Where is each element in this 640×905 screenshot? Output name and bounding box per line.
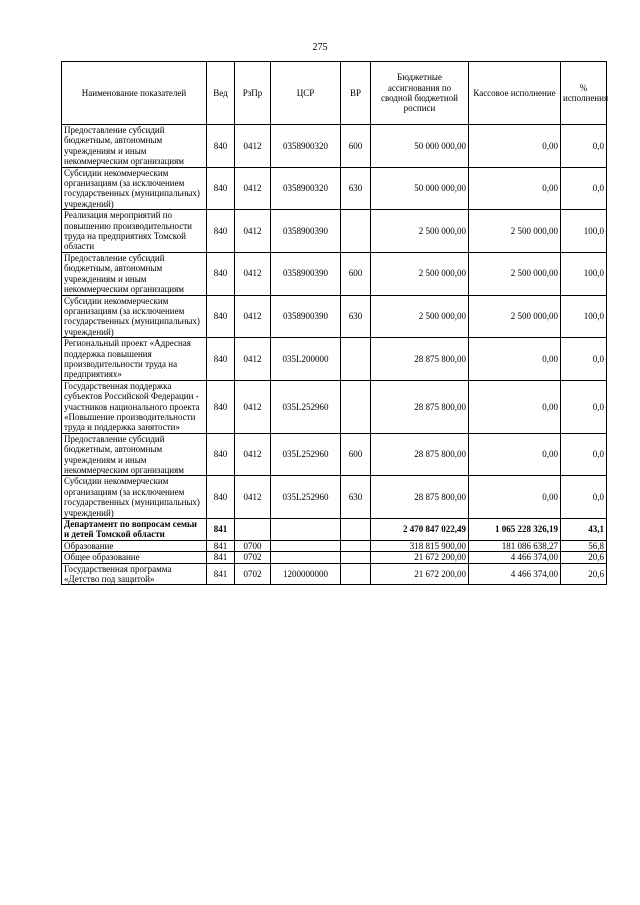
- cell-csr: 0358900390: [271, 210, 341, 253]
- cell-csr: [271, 519, 341, 541]
- cell-ved: 840: [207, 295, 235, 338]
- cell-rzpr: 0412: [235, 433, 271, 476]
- cell-percent: 0,0: [561, 338, 607, 381]
- cell-ved: 840: [207, 380, 235, 433]
- cell-ved: 841: [207, 552, 235, 563]
- cell-cash: 0,00: [469, 125, 561, 168]
- table-row: [62, 380, 607, 433]
- cell-vr: 600: [341, 125, 371, 168]
- table-row: [62, 252, 607, 295]
- cell-name: Реализация мероприятий по повышению производительности труда на предприятиях Томской области: [62, 210, 207, 253]
- cell-percent: 100,0: [561, 210, 607, 253]
- cell-csr: 0358900320: [271, 125, 341, 168]
- cell-cash: 2 500 000,00: [469, 295, 561, 338]
- cell-vr: 600: [341, 433, 371, 476]
- cell-rzpr: 0412: [235, 338, 271, 381]
- cell-rzpr: 0412: [235, 167, 271, 210]
- cell-ved: 841: [207, 519, 235, 541]
- cell-ved: 840: [207, 476, 235, 519]
- cell-vr: [341, 210, 371, 253]
- cell-ved: 840: [207, 338, 235, 381]
- page-number: 275: [312, 42, 328, 53]
- cell-csr: [271, 540, 341, 551]
- header-budget: Бюджетные ассигнования по сводной бюджетной росписи: [371, 62, 469, 125]
- cell-name: Субсидии некоммерческим организациям (за исключением государственных (муниципальных) учреждений): [62, 476, 207, 519]
- header-csr: ЦСР: [271, 62, 341, 125]
- cell-name: Общее образование: [62, 552, 207, 563]
- cell-rzpr: 0412: [235, 252, 271, 295]
- cell-budget: 2 470 847 022,49: [371, 519, 469, 541]
- cell-cash: 4 466 374,00: [469, 552, 561, 563]
- cell-csr: 035L252960: [271, 380, 341, 433]
- cell-csr: 1200000000: [271, 563, 341, 585]
- cell-percent: 0,0: [561, 433, 607, 476]
- cell-name: Предоставление субсидий бюджетным, автономным учреждениям и иным некоммерческим организациям: [62, 125, 207, 168]
- cell-vr: [341, 380, 371, 433]
- cell-ved: 841: [207, 540, 235, 551]
- cell-vr: [341, 338, 371, 381]
- table-row: [62, 338, 607, 381]
- header-cash: Кассовое исполнение: [469, 62, 561, 125]
- table-body: [62, 125, 607, 585]
- cell-name: Субсидии некоммерческим организациям (за исключением государственных (муниципальных) учреждений): [62, 167, 207, 210]
- cell-ved: 840: [207, 210, 235, 253]
- cell-rzpr: 0412: [235, 125, 271, 168]
- cell-cash: 0,00: [469, 380, 561, 433]
- cell-rzpr: 0700: [235, 540, 271, 551]
- cell-percent: 43,1: [561, 519, 607, 541]
- cell-name: Государственная программа «Детство под защитой»: [62, 563, 207, 585]
- cell-name: Субсидии некоммерческим организациям (за исключением государственных (муниципальных) учреждений): [62, 295, 207, 338]
- table-row: [62, 540, 607, 551]
- cell-cash: 0,00: [469, 433, 561, 476]
- table-row: [62, 210, 607, 253]
- table-row: [62, 433, 607, 476]
- cell-budget: 28 875 800,00: [371, 338, 469, 381]
- cell-name: Региональный проект «Адресная поддержка повышения производительности труда на предприятиях»: [62, 338, 207, 381]
- cell-csr: [271, 552, 341, 563]
- cell-csr: 035L252960: [271, 476, 341, 519]
- cell-csr: 035L252960: [271, 433, 341, 476]
- cell-csr: 0358900390: [271, 252, 341, 295]
- cell-rzpr: 0702: [235, 552, 271, 563]
- cell-budget: 50 000 000,00: [371, 167, 469, 210]
- cell-budget: 50 000 000,00: [371, 125, 469, 168]
- cell-cash: 0,00: [469, 338, 561, 381]
- cell-rzpr: 0702: [235, 563, 271, 585]
- cell-ved: 840: [207, 167, 235, 210]
- cell-vr: 630: [341, 476, 371, 519]
- cell-percent: 0,0: [561, 167, 607, 210]
- table-row: [62, 167, 607, 210]
- cell-budget: 21 672 200,00: [371, 563, 469, 585]
- cell-cash: 2 500 000,00: [469, 210, 561, 253]
- cell-budget: 2 500 000,00: [371, 295, 469, 338]
- cell-vr: [341, 552, 371, 563]
- cell-budget: 28 875 800,00: [371, 476, 469, 519]
- cell-percent: 100,0: [561, 295, 607, 338]
- cell-rzpr: 0412: [235, 295, 271, 338]
- cell-rzpr: 0412: [235, 210, 271, 253]
- cell-percent: 0,0: [561, 125, 607, 168]
- cell-percent: 56,8: [561, 540, 607, 551]
- table-row: [62, 552, 607, 563]
- table-header-row: [62, 62, 607, 125]
- cell-vr: 630: [341, 167, 371, 210]
- header-rzpr: РзПр: [235, 62, 271, 125]
- cell-vr: [341, 540, 371, 551]
- cell-cash: 2 500 000,00: [469, 252, 561, 295]
- cell-cash: 1 065 228 326,19: [469, 519, 561, 541]
- cell-cash: 4 466 374,00: [469, 563, 561, 585]
- cell-budget: 318 815 900,00: [371, 540, 469, 551]
- cell-rzpr: 0412: [235, 476, 271, 519]
- cell-budget: 2 500 000,00: [371, 252, 469, 295]
- cell-percent: 20,6: [561, 552, 607, 563]
- cell-name: Предоставление субсидий бюджетным, автономным учреждениям и иным некоммерческим организациям: [62, 252, 207, 295]
- cell-name: Образование: [62, 540, 207, 551]
- cell-percent: 0,0: [561, 380, 607, 433]
- cell-cash: 181 086 638,27: [469, 540, 561, 551]
- cell-percent: 0,0: [561, 476, 607, 519]
- table-row: [62, 125, 607, 168]
- cell-cash: 0,00: [469, 476, 561, 519]
- cell-csr: 035L200000: [271, 338, 341, 381]
- table-row: [62, 563, 607, 585]
- cell-percent: 100,0: [561, 252, 607, 295]
- cell-budget: 28 875 800,00: [371, 380, 469, 433]
- cell-budget: 2 500 000,00: [371, 210, 469, 253]
- table-row: [62, 295, 607, 338]
- budget-execution-table: [61, 61, 607, 585]
- cell-ved: 841: [207, 563, 235, 585]
- cell-vr: [341, 519, 371, 541]
- cell-rzpr: [235, 519, 271, 541]
- cell-csr: 0358900390: [271, 295, 341, 338]
- cell-vr: 600: [341, 252, 371, 295]
- header-name: Наименование показателей: [62, 62, 207, 125]
- header-percent: % исполнения: [561, 62, 607, 125]
- cell-csr: 0358900320: [271, 167, 341, 210]
- cell-budget: 28 875 800,00: [371, 433, 469, 476]
- cell-vr: 630: [341, 295, 371, 338]
- cell-name: Департамент по вопросам семьи и детей Томской области: [62, 519, 207, 541]
- table-row: [62, 476, 607, 519]
- header-vr: ВР: [341, 62, 371, 125]
- cell-vr: [341, 563, 371, 585]
- cell-name: Предоставление субсидий бюджетным, автономным учреждениям и иным некоммерческим организациям: [62, 433, 207, 476]
- table-row-department-total: [62, 519, 607, 541]
- cell-cash: 0,00: [469, 167, 561, 210]
- cell-name: Государственная поддержка субъектов Российской Федерации - участников национального проекта «Повышение производительности труда и поддержка занятости»: [62, 380, 207, 433]
- cell-percent: 20,6: [561, 563, 607, 585]
- cell-rzpr: 0412: [235, 380, 271, 433]
- header-ved: Вед: [207, 62, 235, 125]
- cell-budget: 21 672 200,00: [371, 552, 469, 563]
- cell-ved: 840: [207, 125, 235, 168]
- cell-ved: 840: [207, 252, 235, 295]
- cell-ved: 840: [207, 433, 235, 476]
